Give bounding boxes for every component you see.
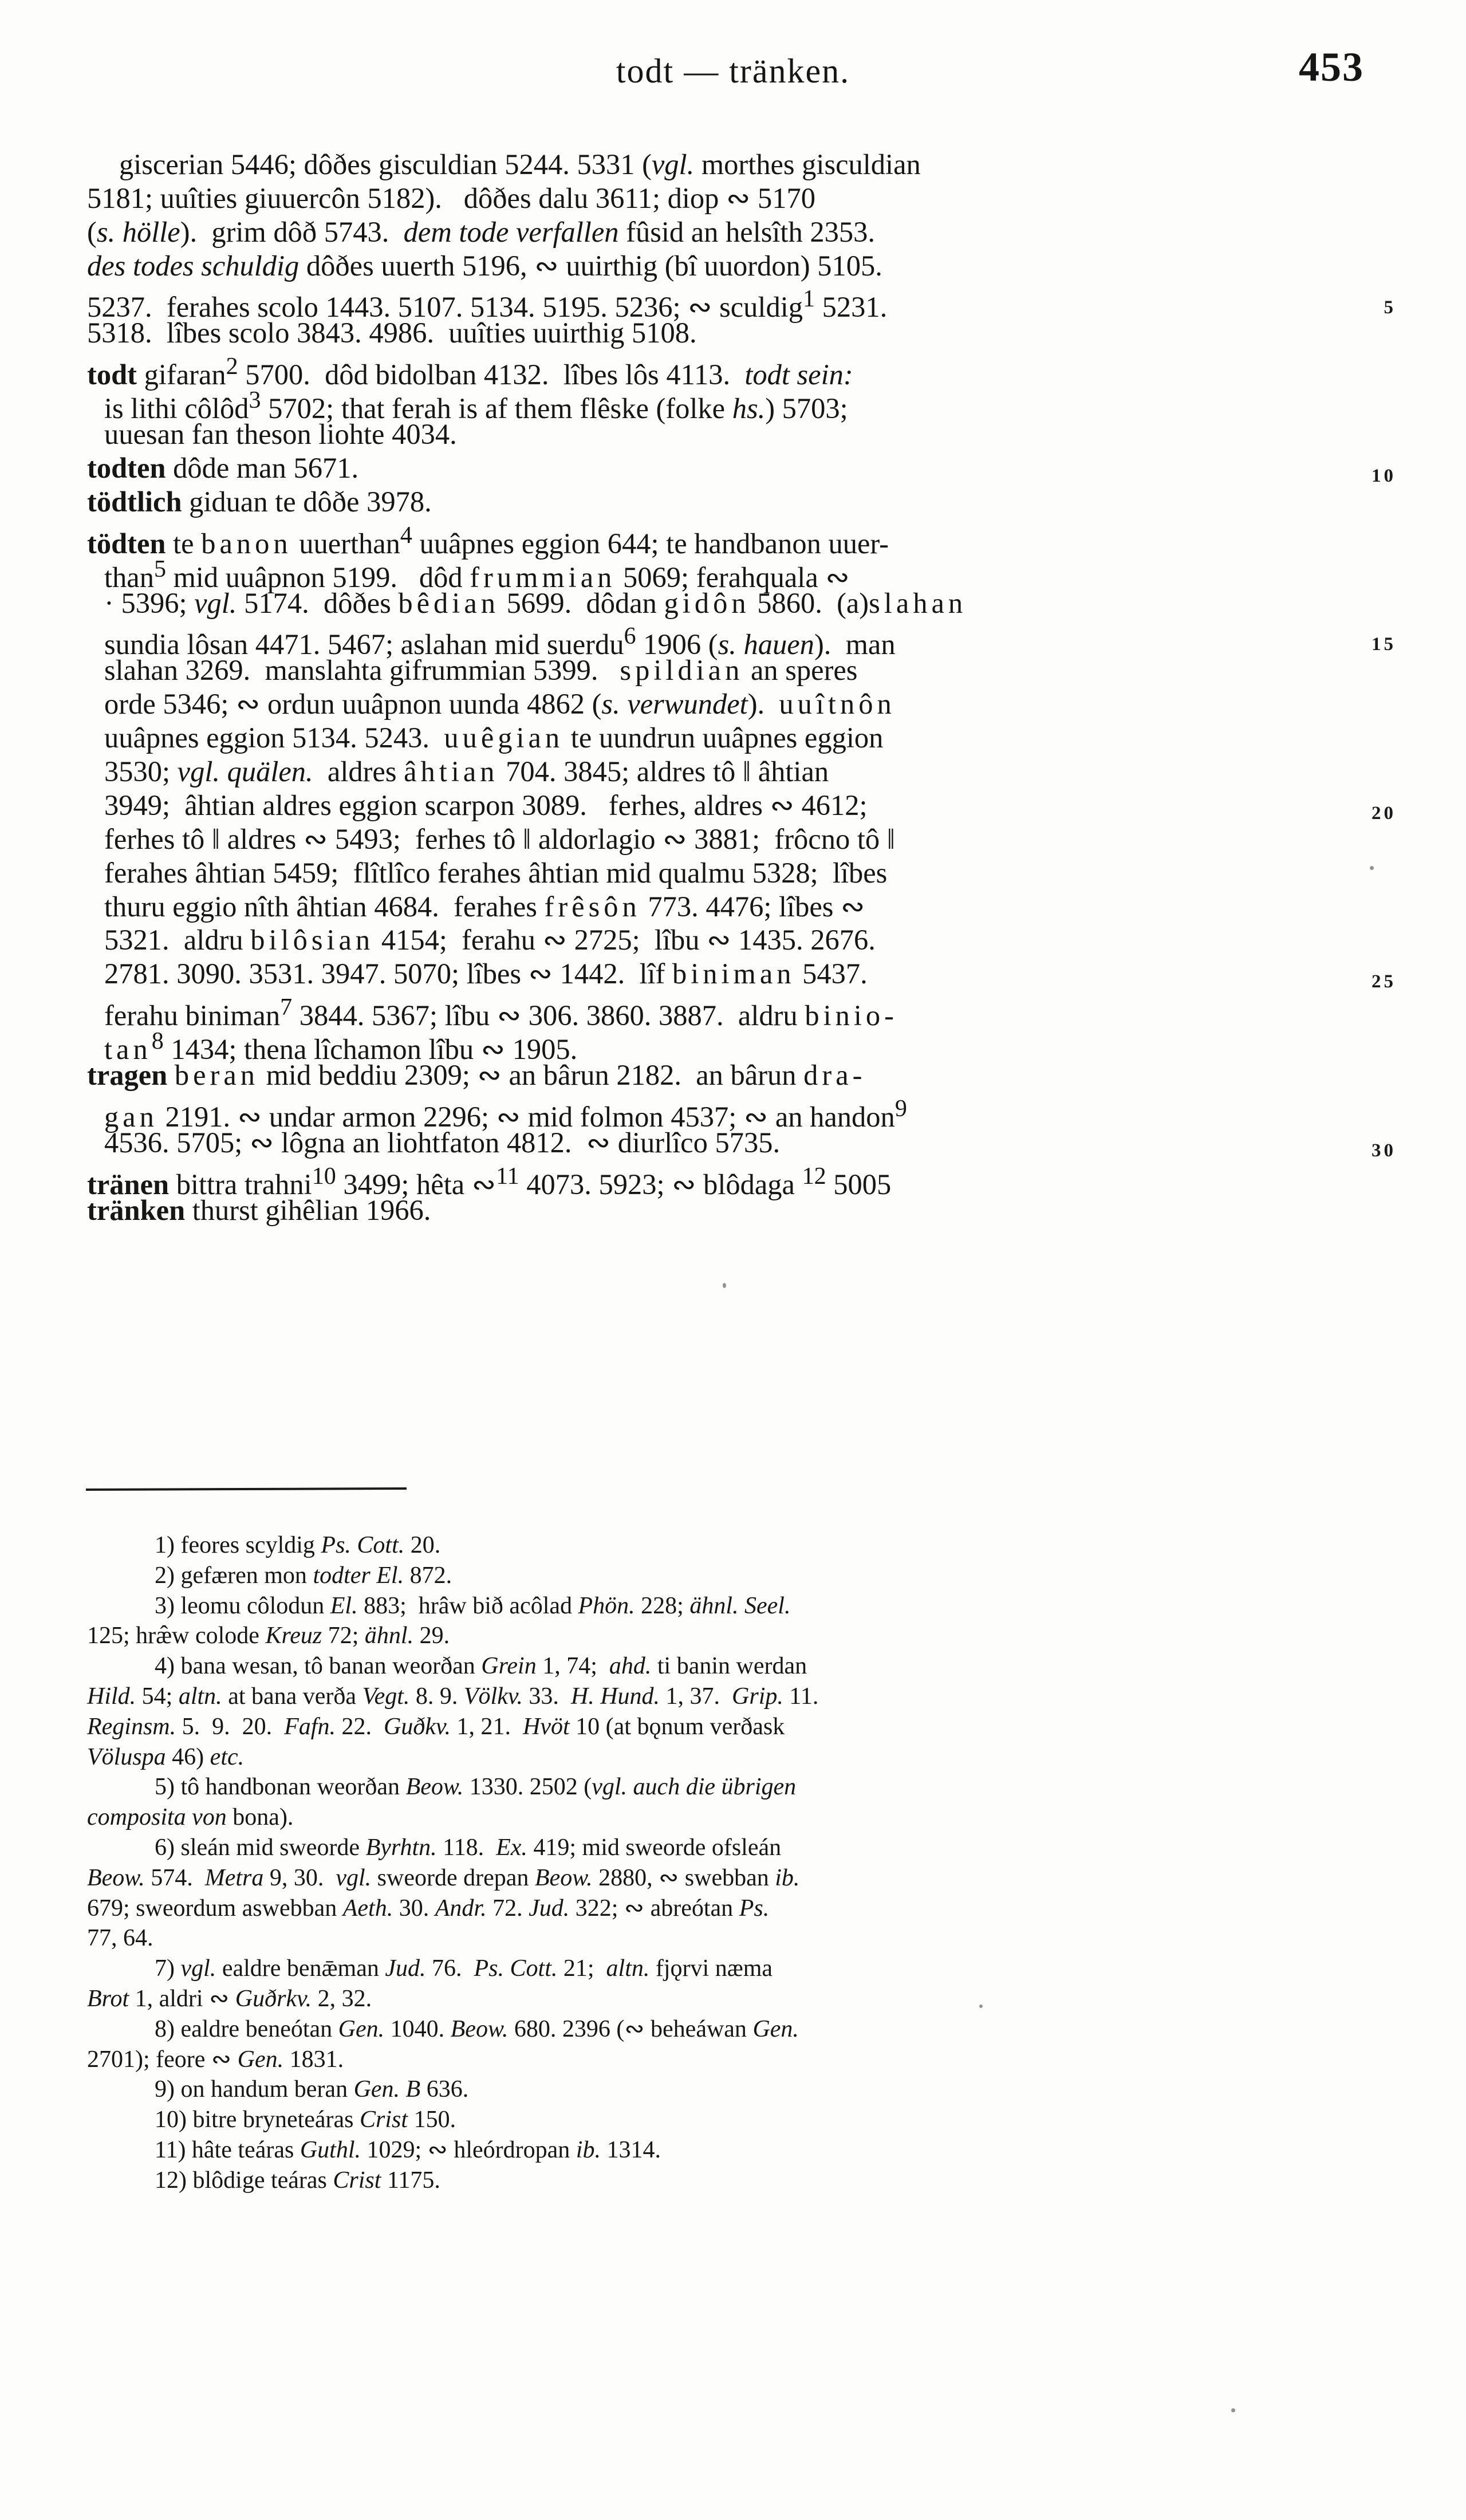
- body-line-text: tragen beran mid beddiu 2309; ∾ an bârun 2182. an bârun dra-: [87, 1059, 866, 1092]
- footnote-rule: [86, 1487, 407, 1491]
- footnote-line-text: 7) vgl. ealdre benǣman Jud. 76. Ps. Cott. 21; altn. fjǫrvi næma: [155, 1955, 773, 1982]
- body-line: [87, 1092, 1381, 1133]
- footnote-line-text: 11) hâte teáras Guthl. 1029; ∾ hleórdropan ib. 1314.: [155, 2136, 661, 2163]
- body-line: [87, 316, 1381, 350]
- footnote-block: [87, 1530, 1382, 2196]
- margin-line-number: 20: [1372, 802, 1396, 824]
- footnote-line-text: Reginsm. 5. 9. 20. Fafn. 22. Guðkv. 1, 21. Hvöt 10 (at bǫnum verðask: [87, 1713, 785, 1740]
- footnote-line-text: 1) feores scyldig Ps. Cott. 20.: [155, 1532, 441, 1558]
- footnote-line-text: 2) gefæren mon todter El. 872.: [155, 1562, 452, 1589]
- footnote-line-text: 12) blôdige teáras Crist 1175.: [155, 2167, 440, 2194]
- body-line: [87, 283, 1396, 324]
- footnote-line: [87, 1530, 1382, 1561]
- footnote-line-text: 10) bitre bryneteáras Crist 150.: [155, 2106, 456, 2133]
- body-line-text: slahan 3269. manslahta gifrummian 5399. spildian an speres: [104, 654, 858, 687]
- body-line-text: tödten te banon uuerthan$^4$ uuâpnes eggion 644; te handbanon uuer-: [87, 522, 889, 560]
- body-line: [87, 418, 1381, 451]
- footnote-line: [87, 1954, 1382, 1984]
- body-line: [87, 923, 1381, 957]
- body-line: [87, 755, 1381, 789]
- body-line-text: is lithi côlôd$^3$ 5702; that ferah is af them flêske (folke hs.) 5703;: [104, 387, 848, 425]
- body-line: [87, 991, 1381, 1032]
- body-line: [87, 856, 1381, 890]
- body-line-text: uuâpnes eggion 5134. 5243. uuêgian te uundrun uuâpnes eggion: [104, 722, 884, 754]
- scan-speck: [979, 2005, 983, 2008]
- body-line: [87, 721, 1381, 755]
- footnote-line: [87, 2135, 1382, 2165]
- margin-line-number: 5: [1384, 297, 1396, 318]
- body-line: [87, 687, 1381, 721]
- body-line: [87, 1025, 1381, 1065]
- body-line-text: gan 2191. ∾ undar armon 2296; ∾ mid folmon 4537; ∾ an handon$^9$: [104, 1095, 907, 1133]
- body-line-text: 3949; âhtian aldres eggion scarpon 3089. ferhes, aldres ∾ 4612;: [104, 789, 868, 821]
- footnote-line-text: 2701); feore ∾ Gen. 1831.: [87, 2046, 344, 2073]
- body-line: [87, 148, 1381, 182]
- body-line: [87, 890, 1381, 924]
- body-line-text: than$^5$ mid uuâpnon 5199. dôd frummian 5069; ferahquala ∾: [104, 556, 850, 593]
- body-line-text: sundia lôsan 4471. 5467; aslahan mid suerdu$^6$ 1906 (s. hauen). man: [104, 623, 896, 661]
- footnote-line-text: 6) sleán mid sweorde Byrhtn. 118. Ex. 419; mid sweorde ofsleán: [155, 1834, 782, 1861]
- footnote-line-text: composita von bona).: [87, 1804, 294, 1831]
- body-line-text: 5181; uuîties giuuercôn 5182). dôðes dalu 3611; diop ∾ 5170: [87, 182, 815, 214]
- scan-speck: [1231, 2408, 1235, 2412]
- footnote-line: [87, 2074, 1382, 2105]
- footnote-line: [87, 1923, 1382, 1954]
- body-line-text: ferhes tô ‖ aldres ∾ 5493; ferhes tô ‖ aldorlagio ∾ 3881; frôcno tô ‖: [104, 822, 895, 855]
- footnote-line: [87, 1863, 1382, 1893]
- body-line-text: 4536. 5705; ∾ lôgna an liohtfaton 4812. ∾ diurlîco 5735.: [104, 1126, 781, 1159]
- footnote-line: [87, 1772, 1382, 1802]
- scan-speck: [723, 1283, 726, 1288]
- body-line-text: $\tan^8 1434$; thena lîchamon lîbu ∾ 1905.: [104, 1028, 578, 1065]
- footnote-line: [87, 2014, 1382, 2045]
- body-line-text: (s. hölle). grim dôð 5743. dem tode verfallen fûsid an helsîth 2353.: [87, 215, 875, 248]
- body-line: [87, 1160, 1381, 1200]
- body-line: [87, 215, 1381, 249]
- body-line-text: tränen bittra trahni$^{10}$ 3499; hêta ∾$^{11}$ 4073. 5923; ∾ blôdaga $^{12}$ 5005: [87, 1163, 892, 1200]
- body-line: [87, 384, 1381, 425]
- body-line: [87, 451, 1396, 487]
- footnote-line-text: 77, 64.: [87, 1925, 153, 1952]
- body-line-text: tränken thurst gihêlian 1966.: [87, 1194, 431, 1226]
- footnote-line-text: Völuspa 46) etc.: [87, 1743, 245, 1770]
- footnote-line: [87, 1591, 1382, 1621]
- margin-line-number: 15: [1372, 634, 1396, 655]
- footnote-line: [87, 1651, 1382, 1682]
- body-line: [87, 620, 1396, 661]
- margin-line-number: 30: [1372, 1140, 1396, 1161]
- footnote-line: [87, 1561, 1382, 1591]
- footnote-line: [87, 1742, 1382, 1773]
- body-line: [87, 789, 1396, 824]
- footnote-line-text: Brot 1, aldri ∾ Guðrkv. 2, 32.: [87, 1985, 372, 2012]
- footnote-line: [87, 1833, 1382, 1863]
- body-line-text: giscerian 5446; dôðes gisculdian 5244. 5331 (vgl. morthes gisculdian: [119, 148, 921, 180]
- running-title: todt — tränken.: [616, 52, 850, 90]
- footnote-line: [87, 1712, 1382, 1742]
- body-line-text: ferahes âhtian 5459; flîtlîco ferahes âhtian mid qualmu 5328; lîbes: [104, 856, 888, 889]
- body-line-text: 5318. lîbes scolo 3843. 4986. uuîties uuirthig 5108.: [87, 317, 697, 349]
- body-line-text: thuru eggio nîth âhtian 4684. ferahes frêsôn 773. 4476; lîbes ∾: [104, 890, 865, 923]
- page-number: 453: [1299, 44, 1364, 90]
- body-line: [87, 822, 1381, 856]
- footnote-line: [87, 1802, 1382, 1833]
- body-line-text: todt gifaran$^2$ 5700. dôd bidolban 4132. lîbes lôs 4113. todt sein:: [87, 353, 853, 391]
- footnote-line-text: 125; hræ̂w colode Kreuz 72; ähnl. 29.: [87, 1623, 450, 1649]
- footnote-line-text: Beow. 574. Metra 9, 30. vgl. sweorde drepan Beow. 2880, ∾ swebban ib.: [87, 1864, 800, 1891]
- body-line-text: tödtlich giduan te dôðe 3978.: [87, 485, 432, 518]
- footnote-line-text: 4) bana wesan, tô banan weorðan Grein 1, 74; ahd. ti banin werdan: [155, 1653, 807, 1680]
- body-line: [87, 350, 1381, 391]
- body-line-text: uuesan fan theson liohte 4034.: [104, 418, 457, 451]
- body-line: [87, 1126, 1396, 1161]
- body-line: [87, 1194, 1381, 1227]
- footnote-line-text: Hild. 54; altn. at bana verða Vegt. 8. 9. Völkv. 33. H. Hund. 1, 37. Grip. 11.: [87, 1683, 819, 1710]
- footnote-line: [87, 1984, 1382, 2014]
- body-line: [87, 957, 1396, 993]
- body-line: [87, 519, 1381, 560]
- scan-speck: [1370, 866, 1374, 870]
- running-head: [0, 44, 1466, 103]
- dictionary-body: [87, 148, 1396, 1227]
- body-line-text: 5321. aldru bilôsian 4154; ferahu ∾ 2725; lîbu ∾ 1435. 2676.: [104, 924, 876, 956]
- footnote-line: [87, 2045, 1382, 2075]
- body-line: [87, 553, 1381, 593]
- footnote-line: [87, 1621, 1382, 1651]
- footnote-line-text: 679; sweordum aswebban Aeth. 30. Andr. 72. Jud. 322; ∾ abreótan Ps.: [87, 1895, 770, 1922]
- body-line: [87, 1058, 1381, 1092]
- body-line-text: todten dôde man 5671.: [87, 452, 359, 485]
- body-line-text: ferahu biniman$^7$ 3844. 5367; lîbu ∾ 306. 3860. 3887. aldru binio-: [104, 994, 898, 1032]
- footnote-line-text: 8) ealdre beneótan Gen. 1040. Beow. 680. 2396 (∾ beheáwan Gen.: [155, 2015, 799, 2042]
- body-line-text: 3530; vgl. quälen. aldres âhtian 704. 3845; aldres tô ‖ âhtian: [104, 755, 829, 788]
- footnote-line-text: 9) on handum beran Gen. B 636.: [155, 2076, 469, 2103]
- body-line: [87, 182, 1381, 215]
- footnote-line: [87, 2165, 1382, 2196]
- body-line-text: des todes schuldig dôðes uuerth 5196, ∾ uuirthig (bî uuordon) 5105.: [87, 249, 882, 282]
- margin-line-number: 25: [1372, 971, 1396, 993]
- footnote-line: [87, 1893, 1382, 1924]
- footnote-line-text: 3) leomu côlodun El. 883; hrâw bið acôlad Phön. 228; ähnl. Seel.: [155, 1592, 791, 1619]
- footnote-line: [87, 1682, 1382, 1712]
- body-line-text: orde 5346; ∾ ordun uuâpnon uunda 4862 (s. verwundet). uuîtnôn: [104, 688, 896, 720]
- body-line-text: 2781. 3090. 3531. 3947. 5070; lîbes ∾ 1442. lîf biniman 5437.: [104, 958, 868, 990]
- body-line-text: · 5396; vgl. 5174. dôðes bêdian 5699. dôdan gidôn 5860. (a)slahan: [104, 586, 967, 619]
- footnote-line-text: 5) tô handbonan weorðan Beow. 1330. 2502 (vgl. auch die übrigen: [155, 1774, 797, 1801]
- margin-line-number: 10: [1372, 466, 1396, 487]
- body-line: [87, 586, 1381, 620]
- body-line: [87, 485, 1381, 519]
- body-line: [87, 249, 1381, 283]
- body-line: [87, 653, 1381, 687]
- body-line-text: 5237. ferahes scolo 1443. 5107. 5134. 5195. 5236; ∾ sculdig$^1$ 5231.: [87, 286, 888, 324]
- footnote-line: [87, 2105, 1382, 2135]
